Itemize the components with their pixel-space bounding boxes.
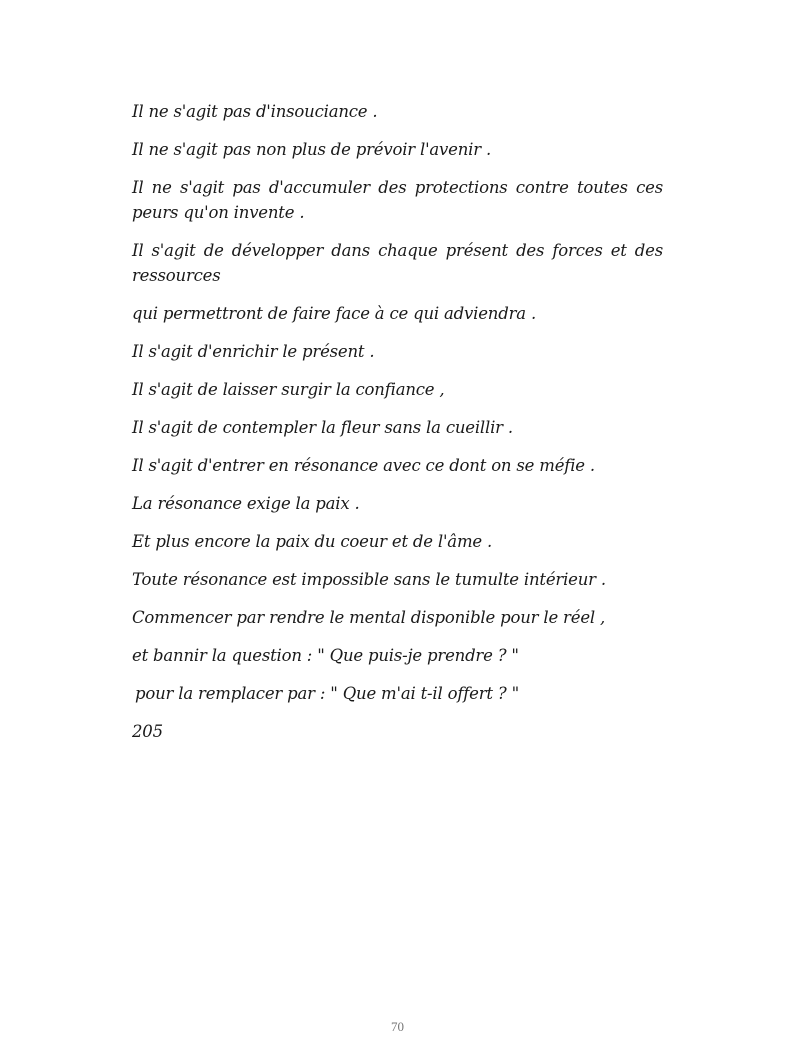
line-3: Il ne s'agit pas d'accumuler des protections contre toutes ces peurs qu'on invente .	[132, 178, 663, 222]
line-8: Il s'agit de contempler la fleur sans la cueillir .	[132, 418, 513, 437]
line-15: pour la remplacer par : " Que m'ai t-il offert ? "	[135, 684, 519, 703]
line-6: Il s'agit d'enrichir le présent .	[132, 342, 375, 361]
line-11: Et plus encore la paix du coeur et de l'âme .	[132, 532, 493, 551]
poem-number: 205	[132, 722, 163, 741]
line-7: Il s'agit de laisser surgir la confiance ,	[132, 380, 445, 399]
line-10: La résonance exige la paix .	[132, 494, 360, 513]
line-2: Il ne s'agit pas non plus de prévoir l'avenir .	[132, 140, 492, 159]
line-12: Toute résonance est impossible sans le tumulte intérieur .	[132, 570, 606, 589]
poem-text	[132, 99, 663, 757]
line-14: et bannir la question : " Que puis-je prendre ? "	[132, 646, 519, 665]
line-5: qui permettront de faire face à ce qui adviendra .	[132, 304, 537, 323]
line-1: Il ne s'agit pas d'insouciance .	[132, 102, 378, 121]
line-4: Il s'agit de développer dans chaque présent des forces et des ressources	[132, 241, 663, 285]
page-number: 70	[391, 1019, 404, 1034]
line-9: Il s'agit d'entrer en résonance avec ce dont on se méfie .	[132, 456, 595, 475]
line-13: Commencer par rendre le mental disponible pour le réel ,	[132, 608, 606, 627]
